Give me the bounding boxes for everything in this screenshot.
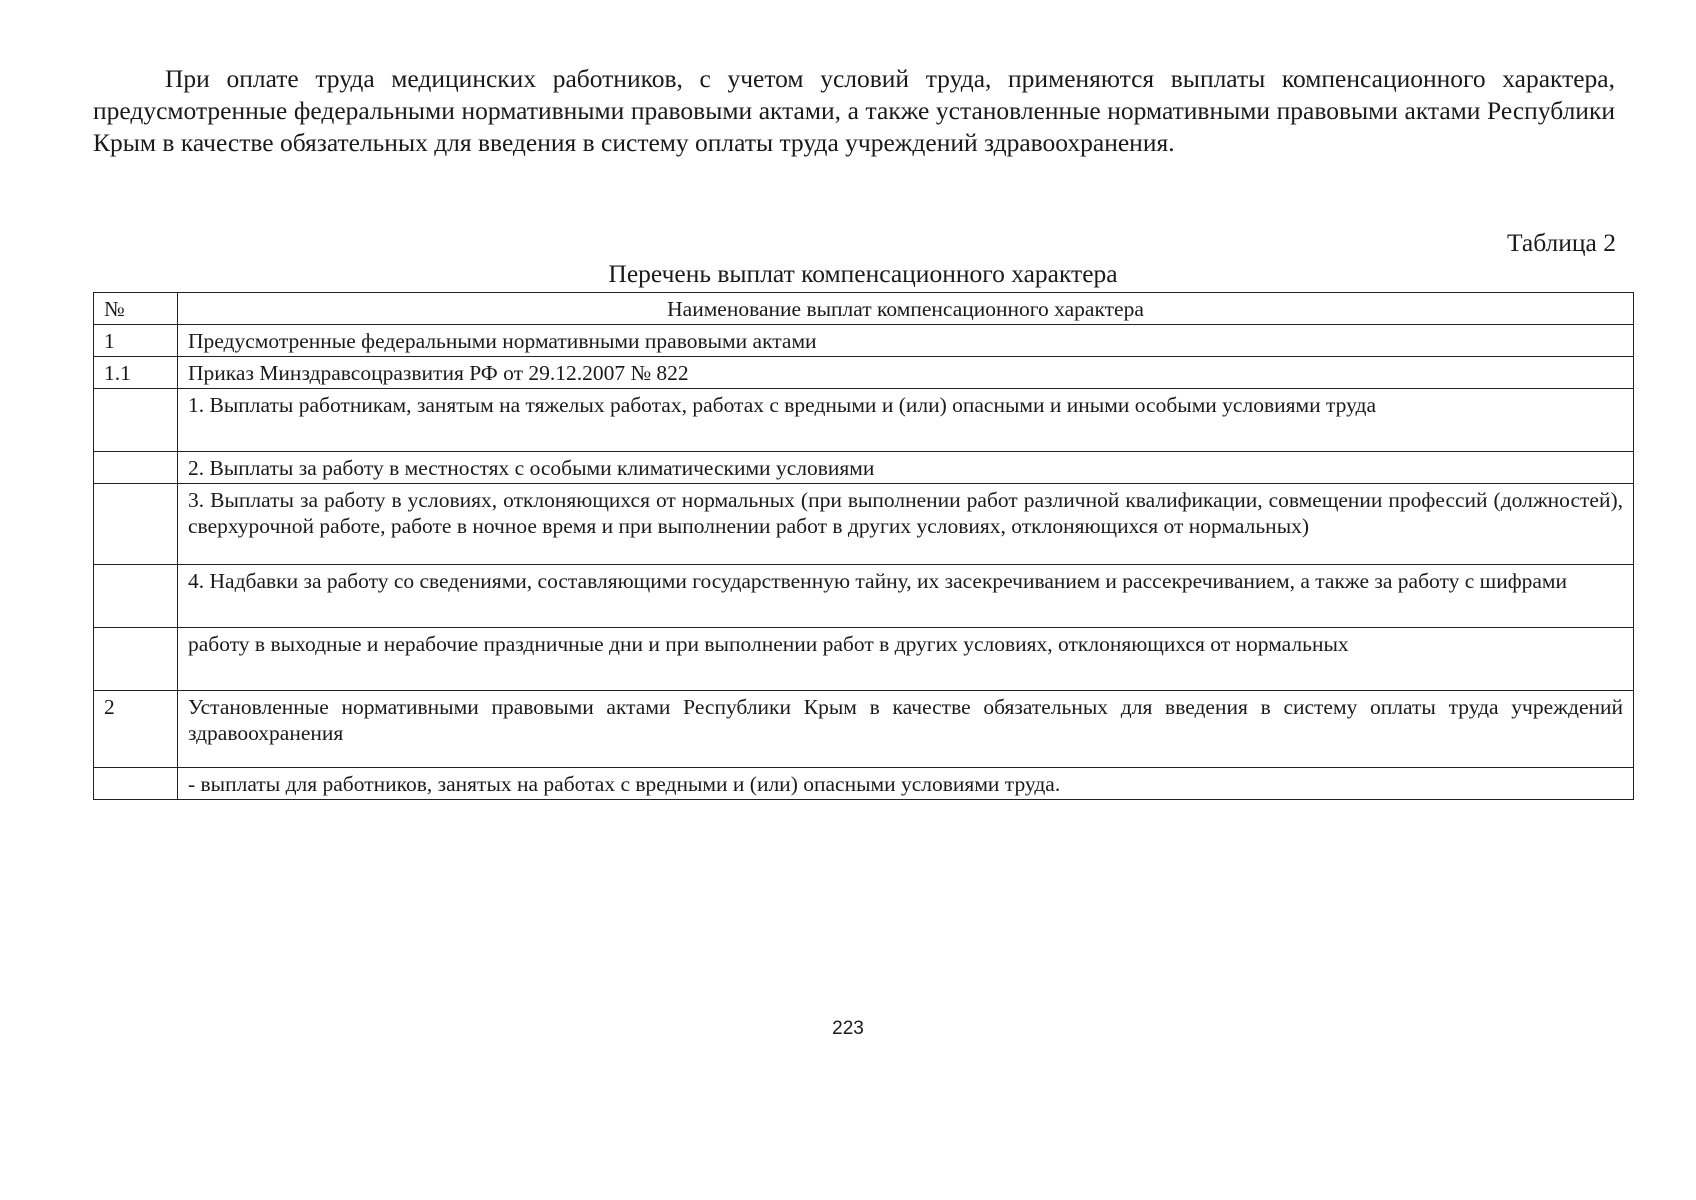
table-caption: Таблица 2 [1506,228,1616,257]
table-row [94,768,1634,800]
column-header-number: № [94,293,178,325]
row-number [94,768,178,800]
row-text: - выплаты для работников, занятых на работах с вредными и (или) опасными условиями труда. [178,768,1634,800]
table-row [94,389,1634,452]
table-row [94,484,1634,565]
row-number: 2 [94,691,178,768]
table-row [94,691,1634,768]
row-number: 1 [94,325,178,357]
page-number: 223 [832,1018,864,1039]
row-text: Предусмотренные федеральными нормативными правовыми актами [178,325,1634,357]
table-title: Перечень выплат компенсационного характера [608,259,1118,288]
row-number [94,484,178,565]
row-number [94,452,178,484]
table-header-row [94,293,1634,325]
row-text: 1. Выплаты работникам, занятым на тяжелых работах, работах с вредными и (или) опасными и иными особыми условиями труда [178,389,1634,452]
row-text: Приказ Минздравсоцразвития РФ от 29.12.2007 № 822 [178,357,1634,389]
table-row [94,565,1634,628]
table-row [94,452,1634,484]
row-number [94,565,178,628]
row-text: работу в выходные и нерабочие праздничные дни и при выполнении работ в других условиях, отклоняющихся от нормальных [178,628,1634,691]
row-text: 2. Выплаты за работу в местностях с особыми климатическими условиями [178,452,1634,484]
row-text: 4. Надбавки за работу со сведениями, составляющими государственную тайну, их засекречиванием и рассекречиванием, а также за работу с шифрами [178,565,1634,628]
column-header-name: Наименование выплат компенсационного характера [178,293,1634,325]
intro-paragraph: При оплате труда медицинских работников, с учетом условий труда, применяются выплаты компенсационного характера, предусмотренные федеральными нормативными правовыми актами, а также установленные нормативными правовыми актами Республики Крым в качестве обязательных для введения в систему оплаты труда учреждений здравоохранения. [93,64,1615,157]
row-number [94,628,178,691]
compensation-payments-table [93,292,1634,800]
table-row [94,628,1634,691]
table-row [94,325,1634,357]
row-number [94,389,178,452]
row-text: 3. Выплаты за работу в условиях, отклоняющихся от нормальных (при выполнении работ различной квалификации, совмещении профессий (должностей), сверхурочной работе, работе в ночное время и при выполнении работ в других условиях, отклоняющихся от нормальных) [178,484,1634,565]
table-row [94,357,1634,389]
row-number: 1.1 [94,357,178,389]
row-text: Установленные нормативными правовыми актами Республики Крым в качестве обязательных для введения в систему оплаты труда учреждений здравоохранения [178,691,1634,768]
